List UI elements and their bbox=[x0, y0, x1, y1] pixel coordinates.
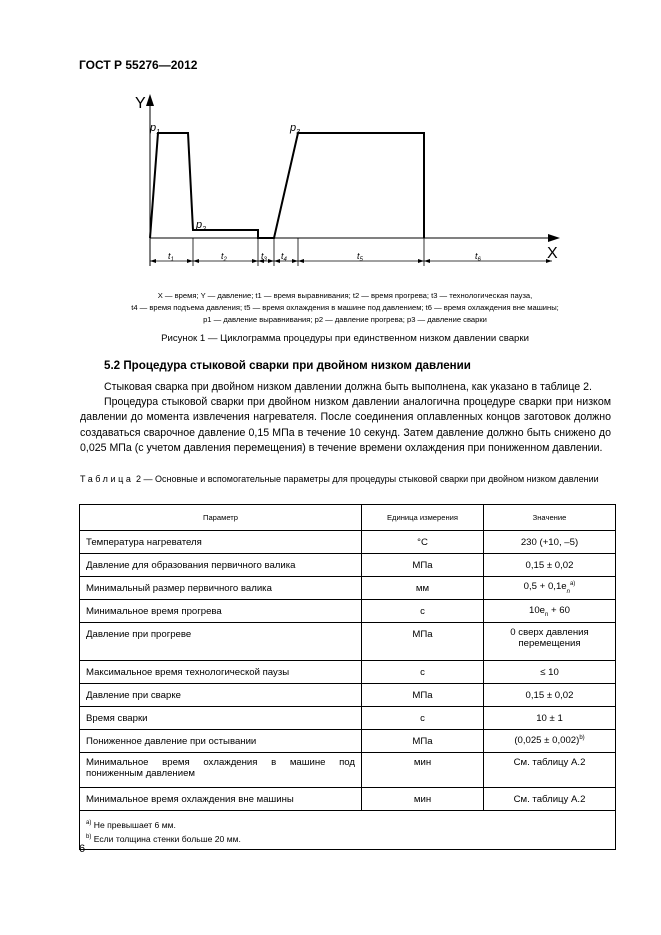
param-cell: Пониженное давление при остывании bbox=[80, 730, 362, 753]
table-row bbox=[80, 623, 616, 661]
header-value: Значение bbox=[484, 505, 616, 531]
note-a: $^{a)}$ Не превышает 6 мм. bbox=[86, 819, 176, 830]
unit-cell: с bbox=[362, 707, 484, 730]
x-axis-label: X bbox=[547, 245, 558, 262]
section-title: 5.2 Процедура стыковой сварки при двойном низком давлении bbox=[104, 359, 471, 372]
header-unit: Единица измерения bbox=[362, 505, 484, 531]
table-row bbox=[80, 531, 616, 554]
unit-cell: с bbox=[362, 600, 484, 623]
p2-label: $p_2$ bbox=[196, 219, 207, 233]
unit-cell: МПа bbox=[362, 554, 484, 577]
p1-label: $p_1$ bbox=[150, 122, 161, 136]
figure-legend-line-1: X — время; Y — давление; t1 — время выравнивания; t2 — время прогрева; t3 — технологическая пауза, bbox=[157, 291, 533, 300]
parameters-table bbox=[79, 504, 616, 850]
table-row bbox=[80, 753, 616, 788]
t2-label: $t_2$ bbox=[221, 251, 227, 263]
unit-cell: °С bbox=[362, 531, 484, 554]
unit-cell: МПа bbox=[362, 730, 484, 753]
param-cell: Температура нагревателя bbox=[80, 531, 362, 554]
figure-legend-line-3: p1 — давление выравнивания; p2 — давление прогрева; p3 — давление сварки bbox=[203, 315, 487, 324]
page-number: 6 bbox=[79, 843, 86, 855]
section-paragraph-1: Стыковая сварка при двойном низком давлении должна быть выполнена, как указано в таблице 2. bbox=[104, 381, 592, 393]
figure-caption: Рисунок 1 — Циклограмма процедуры при единственном низком давлении сварки bbox=[161, 333, 529, 344]
table-row bbox=[80, 577, 616, 600]
value-cell: $10e_n + 60$ bbox=[484, 600, 616, 623]
unit-cell: МПа bbox=[362, 623, 484, 661]
value-cell: 0,15 ± 0,02 bbox=[484, 554, 616, 577]
value-cell: 230 (+10, –5) bbox=[484, 531, 616, 554]
table-row bbox=[80, 600, 616, 623]
t3-label: $t_3$ bbox=[261, 251, 267, 263]
param-cell: Минимальное время охлаждения в машине под пониженным давлением bbox=[80, 753, 362, 788]
unit-cell: мм bbox=[362, 577, 484, 600]
note-b: $^{b)}$ Если толщина стенки больше 20 мм. bbox=[86, 833, 241, 844]
param-cell: Минимальное время охлаждения вне машины bbox=[80, 788, 362, 811]
t6-label: $t_6$ bbox=[475, 251, 481, 263]
table-notes bbox=[80, 811, 616, 850]
cyclogram-diagram bbox=[120, 90, 570, 270]
table-row bbox=[80, 707, 616, 730]
param-cell: Давление при прогреве bbox=[80, 623, 362, 661]
value-cell: ≤ 10 bbox=[484, 661, 616, 684]
header-parameter: Параметр bbox=[80, 505, 362, 531]
param-cell: Минимальный размер первичного валика bbox=[80, 577, 362, 600]
param-cell: Минимальное время прогрева bbox=[80, 600, 362, 623]
p3-label: $p_3$ bbox=[290, 122, 301, 136]
table-row bbox=[80, 554, 616, 577]
figure-legend-line-2: t4 — время подъема давления; t5 — время охлаждения в машине под давлением; t6 — время охлаждения вне машины; bbox=[131, 303, 559, 312]
section-paragraph-2: Процедура стыковой сварки при двойном низком давлении аналогична процедуре сварки при низком давлении до момента извлечения нагревателя. После соединения оплавленных концов заготовок должно создаваться сварочное давление 0,15 МПа в течение 10 секунд. Затем давление должно быть снижено до 0,025 МПа (с учетом давления перемещения) в течение времени охлаждения при пониженном давлении. bbox=[80, 396, 611, 454]
unit-cell: с bbox=[362, 661, 484, 684]
table-row bbox=[80, 788, 616, 811]
table-row bbox=[80, 730, 616, 753]
value-cell: 0 сверх давления перемещения bbox=[484, 623, 616, 661]
table-notes-row bbox=[80, 811, 616, 850]
param-cell: Время сварки bbox=[80, 707, 362, 730]
y-axis-label: Y bbox=[135, 95, 146, 112]
value-cell: См. таблицу А.2 bbox=[484, 788, 616, 811]
value-cell: 10 ± 1 bbox=[484, 707, 616, 730]
value-cell: $0,5 + 0,1e_n^{a)}$ bbox=[484, 577, 616, 600]
value-cell: 0,15 ± 0,02 bbox=[484, 684, 616, 707]
unit-cell: МПа bbox=[362, 684, 484, 707]
value-cell: См. таблицу А.2 bbox=[484, 753, 616, 788]
unit-cell: мин bbox=[362, 788, 484, 811]
table-row bbox=[80, 684, 616, 707]
table-row bbox=[80, 661, 616, 684]
param-cell: Максимальное время технологической паузы bbox=[80, 661, 362, 684]
t4-label: $t_4$ bbox=[281, 251, 287, 263]
document-header: ГОСТ Р 55276—2012 bbox=[79, 58, 198, 72]
param-cell: Давление при сварке bbox=[80, 684, 362, 707]
param-cell: Давление для образования первичного валика bbox=[80, 554, 362, 577]
t1-label: $t_1$ bbox=[168, 251, 174, 263]
t5-label: $t_5$ bbox=[357, 251, 363, 263]
table-caption: Таблица 2 — Основные и вспомогательные параметры для процедуры стыковой сварки при двойном низком давлении bbox=[80, 474, 599, 484]
unit-cell: мин bbox=[362, 753, 484, 788]
table-header-row bbox=[80, 505, 616, 531]
value-cell: $(0,025 \pm 0,002)^{b)}$ bbox=[484, 730, 616, 753]
